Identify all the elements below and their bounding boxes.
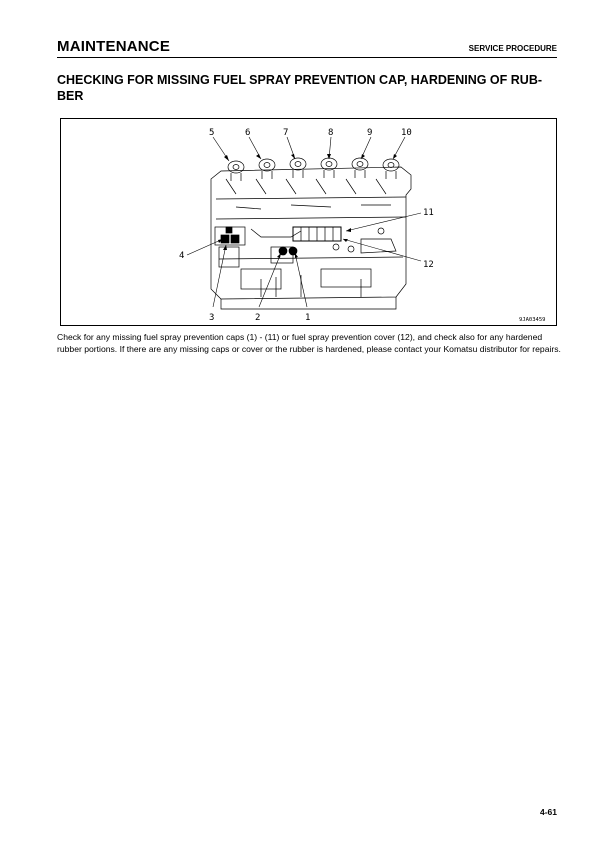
engine-figure [60,118,557,326]
callout-12: 12 [423,260,434,270]
page-title-line-1: CHECKING FOR MISSING FUEL SPRAY PREVENTION CAP, HARDENING OF RUB- [57,73,543,87]
callout-10: 10 [401,128,412,138]
subsection-title: SERVICE PROCEDURE [468,44,557,53]
page-number: 4-61 [539,807,557,817]
header-divider [57,57,557,58]
engine-illustration [61,119,558,327]
callout-5: 5 [209,128,215,138]
callout-8: 8 [328,128,334,138]
page-title-line-2: BER [57,89,84,103]
callout-3: 3 [209,313,215,323]
figure-code: 9JA03459 [519,317,546,323]
callout-11: 11 [423,208,434,218]
callout-9: 9 [367,128,373,138]
callout-2: 2 [255,313,261,323]
section-title: MAINTENANCE [57,38,171,55]
callout-1: 1 [305,313,311,323]
callout-6: 6 [245,128,251,138]
body-paragraph: Check for any missing fuel spray prevention caps (1) - (11) or fuel spray prevention cover (12), and check also for any hardened rubber portions. If there are any missing caps or cover or the rubber is hardened, please contact your Komatsu distributor for repairs. [57,332,561,355]
callout-7: 7 [283,128,289,138]
page-title [57,72,562,104]
callout-4: 4 [179,251,185,261]
